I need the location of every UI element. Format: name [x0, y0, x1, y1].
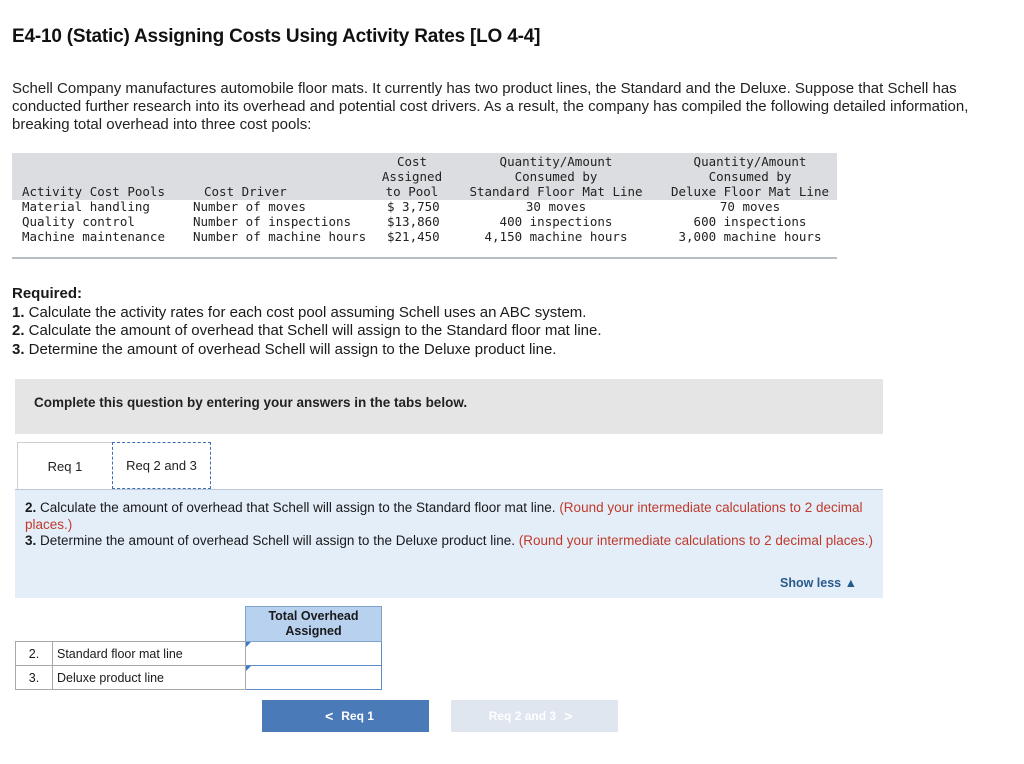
header-activity-cost-pools: Activity Cost Pools [22, 184, 165, 199]
deluxe-overhead-input[interactable] [247, 667, 380, 688]
row-driver: Number of machine hours [193, 229, 367, 244]
header-cost-assigned: Cost Assigned to Pool [381, 154, 443, 199]
row-standard: 400 inspections [499, 214, 613, 229]
prev-req-1-button[interactable]: < Req 1 [262, 700, 429, 732]
row-driver: Number of moves [193, 199, 306, 214]
row-standard: 30 moves [525, 199, 587, 214]
tab-req-1[interactable]: Req 1 [17, 442, 113, 490]
page-title: E4-10 (Static) Assigning Costs Using Activity Rates [LO 4-4] [12, 26, 541, 47]
row-label: Standard floor mat line [53, 642, 246, 666]
header-deluxe-quantity: Quantity/Amount Consumed by Deluxe Floor Mat Line [670, 154, 830, 199]
instructions-text: Complete this question by entering your answers in the tabs below. [34, 395, 468, 410]
row-number: 3. [16, 666, 53, 690]
row-pool: Material handling [22, 199, 150, 214]
row-standard: 4,150 machine hours [484, 229, 628, 244]
table-row [16, 642, 382, 666]
row-deluxe: 3,000 machine hours [678, 229, 822, 244]
row-cost: $ 3,750 [387, 199, 440, 214]
show-less-toggle[interactable]: Show less ▲ [780, 576, 857, 590]
answer-table-corner [16, 607, 246, 642]
required-item: 1. Calculate the activity rates for each cost pool assuming Schell uses an ABC system. [12, 303, 587, 321]
question-panel [15, 490, 883, 598]
input-marker-icon [246, 642, 251, 647]
row-number: 2. [16, 642, 53, 666]
header-standard-quantity: Quantity/Amount Consumed by Standard Floor Mat Line [469, 154, 643, 199]
standard-overhead-input[interactable] [247, 643, 380, 664]
required-item: 3. Determine the amount of overhead Schell will assign to the Deluxe product line. [12, 340, 557, 358]
required-item: 2. Calculate the amount of overhead that Schell will assign to the Standard floor mat line. [12, 322, 602, 339]
deluxe-overhead-cell [246, 666, 382, 690]
question-text: 2. Calculate the amount of overhead that Schell will assign to the Standard floor mat line. (Round your intermediate calculations to 2 decimal places.) 3. Determine the amount of overhead Schell will assign to the Deluxe product line. (Round your intermediate calculations to 2 decimal places.) [25, 500, 873, 548]
cost-pool-exhibit [12, 153, 837, 259]
instructions-banner [15, 379, 883, 434]
row-cost: $13,860 [387, 214, 440, 229]
chevron-left-icon: < [325, 708, 334, 724]
row-label: Deluxe product line [53, 666, 246, 690]
tab-req-2-and-3[interactable]: Req 2 and 3 [112, 442, 211, 489]
header-total-overhead-assigned: Total Overhead Assigned [246, 607, 382, 642]
table-row [16, 666, 382, 690]
answer-table [15, 606, 382, 690]
intro-paragraph: Schell Company manufactures automobile floor mats. It currently has two product lines, the Standard and the Deluxe. Suppose that Schell has conducted further research into its overhead and potential cost drivers. As a result, the company has compiled the following detailed information, breaking total overhead into three cost pools: [12, 80, 969, 133]
required-title: Required: [12, 285, 83, 302]
required-section [12, 285, 602, 359]
standard-overhead-cell [246, 642, 382, 666]
row-deluxe: 70 moves [719, 199, 781, 214]
next-req-2-and-3-button[interactable]: Req 2 and 3 > [451, 700, 618, 732]
row-cost: $21,450 [387, 229, 440, 244]
row-driver: Number of inspections [193, 214, 352, 229]
chevron-right-icon: > [564, 708, 573, 724]
triangle-up-icon: ▲ [844, 576, 857, 590]
row-deluxe: 600 inspections [693, 214, 807, 229]
header-cost-driver: Cost Driver [204, 184, 287, 199]
row-pool: Quality control [22, 214, 135, 229]
input-marker-icon [246, 666, 251, 671]
row-pool: Machine maintenance [22, 229, 165, 244]
